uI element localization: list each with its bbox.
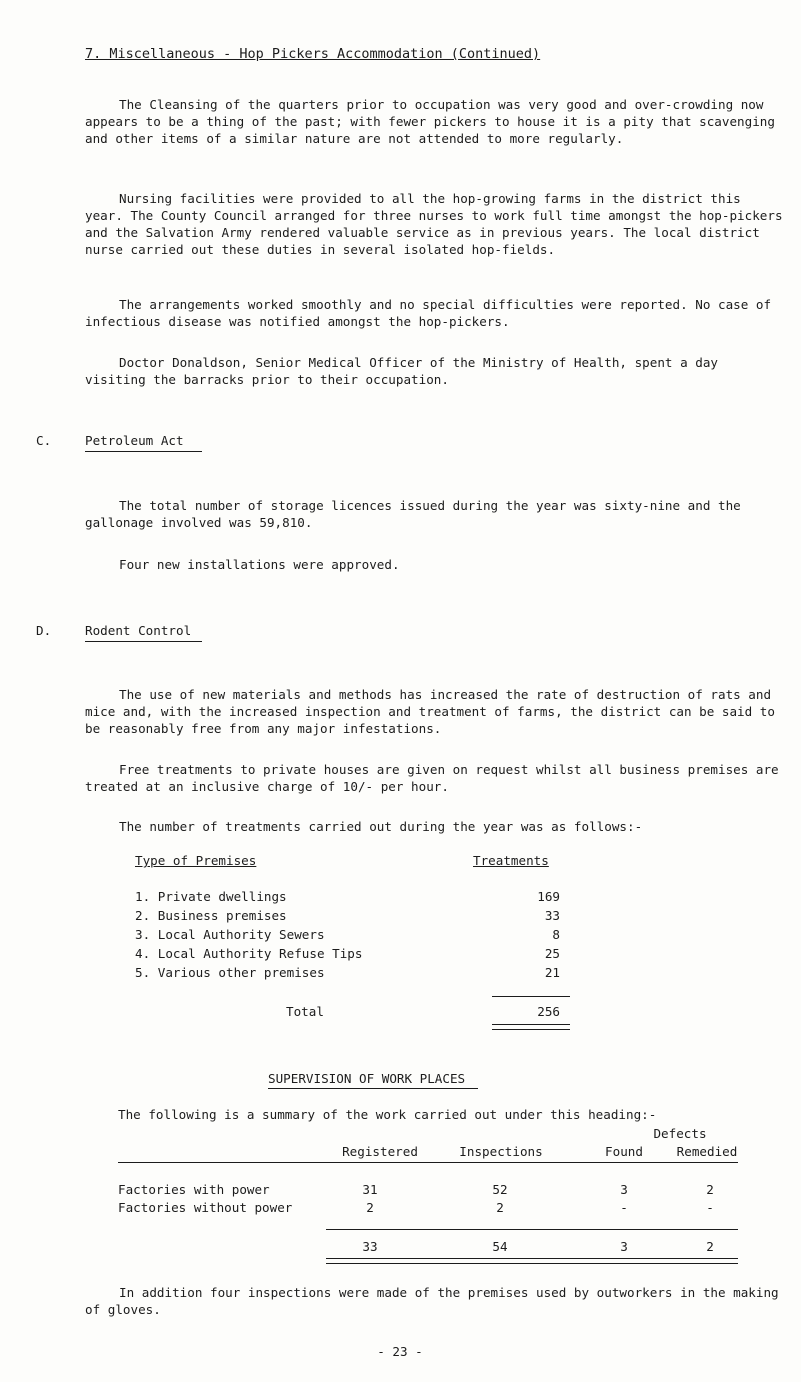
treatments-total-value: 256 (537, 1004, 560, 1019)
supervision-total-rule (326, 1229, 738, 1230)
rodent-heading: Rodent Control (85, 623, 192, 638)
treatments-row-label: 3. Local Authority Sewers (135, 927, 325, 942)
rodent-paragraph-1: The use of new materials and methods has increased the rate of destruction of rats and mice and, with the increased inspection and treatment of farms, the district can be said to be reasonably free from any major infestations. (85, 687, 775, 736)
rodent-paragraph-2: Free treatments to private houses are given on request whilst all business premises are treated at an inclusive charge of 10/- per hour. (85, 762, 779, 794)
treatments-col-type-header: Type of Premises (135, 853, 257, 868)
hop-pickers-paragraph-3: The arrangements worked smoothly and no special difficulties were reported. No case of infectious disease was notified amongst the hop-pickers. (85, 297, 772, 329)
col-found-header: Found (605, 1144, 643, 1159)
supervision-total-cell: 3 (620, 1239, 628, 1254)
supervision-cell: 2 (366, 1200, 374, 1215)
supervision-total-cell: 2 (706, 1239, 714, 1254)
supervision-cell: 2 (706, 1182, 714, 1197)
supervision-cell: 2 (496, 1200, 504, 1215)
treatments-row-label: 1. Private dwellings (135, 889, 287, 904)
supervision-cell: - (706, 1200, 714, 1215)
supervision-cell: 52 (492, 1182, 508, 1197)
treatments-total-label: Total (286, 1004, 324, 1019)
treatments-row-value: 25 (544, 946, 560, 961)
supervision-cell: 31 (362, 1182, 378, 1197)
supervision-heading-underline (268, 1088, 478, 1089)
supervision-total-cell: 33 (362, 1239, 378, 1254)
treatments-total-rule (492, 996, 570, 997)
hop-pickers-paragraph-1: The Cleansing of the quarters prior to occupation was very good and over-crowding now appears to be a thing of the past; with fewer pickers to house it is a pity that scavenging and other items of a similar nature are not attended to more regularly. (85, 97, 775, 146)
hop-pickers-paragraph-4: Doctor Donaldson, Senior Medical Officer of the Ministry of Health, spent a day visiting the barracks prior to their occupation. (85, 355, 718, 387)
section-letter-d: D. (36, 623, 52, 638)
col-remedied-header: Remedied (676, 1144, 738, 1159)
treatments-row-label: 4. Local Authority Refuse Tips (135, 946, 363, 961)
supervision-total-double-rule (326, 1258, 738, 1264)
petroleum-paragraph-2: Four new installations were approved. (119, 557, 400, 572)
rodent-paragraph-3: The number of treatments carried out during the year was as follows:- (119, 819, 643, 834)
page-number: - 23 - (377, 1344, 423, 1359)
supervision-cell: 3 (620, 1182, 628, 1197)
petroleum-paragraph-1: The total number of storage licences issued during the year was sixty-nine and the gallonage involved was 59,810. (85, 498, 741, 530)
supervision-total-cell: 54 (492, 1239, 508, 1254)
supervision-row-label: Factories without power (118, 1200, 293, 1215)
supervision-header-rule (118, 1162, 738, 1163)
supervision-cell: - (620, 1200, 628, 1215)
supervision-heading: SUPERVISION OF WORK PLACES (268, 1071, 466, 1086)
hop-pickers-paragraph-2: Nursing facilities were provided to all the hop-growing farms in the district this year. The County Council arranged for three nurses to work full time amongst the hop-pickers and the Salvation Army rendered valuable service as in previous years. The local district nurse carried out these duties in several isolated hop-fields. (85, 191, 783, 257)
defects-group-header: Defects (653, 1126, 707, 1141)
treatments-row-label: 2. Business premises (135, 908, 287, 923)
petroleum-heading: Petroleum Act (85, 433, 184, 448)
treatments-total-double-rule (492, 1024, 570, 1030)
treatments-row-value: 8 (552, 927, 560, 942)
treatments-row-value: 33 (544, 908, 560, 923)
treatments-row-label: 5. Various other premises (135, 965, 325, 980)
treatments-col-count-header: Treatments (473, 853, 549, 868)
petroleum-heading-underline (85, 451, 202, 452)
supervision-row-label: Factories with power (118, 1182, 270, 1197)
col-inspections-header: Inspections (459, 1144, 543, 1159)
treatments-row-value: 21 (544, 965, 560, 980)
rodent-heading-underline (85, 641, 202, 642)
page-header-title: 7. Miscellaneous - Hop Pickers Accommodation (Continued) (85, 46, 541, 62)
section-letter-c: C. (36, 433, 52, 448)
col-registered-header: Registered (342, 1144, 418, 1159)
supervision-note: In addition four inspections were made of the premises used by outworkers in the making of gloves. (85, 1285, 779, 1317)
treatments-row-value: 169 (537, 889, 560, 904)
supervision-intro: The following is a summary of the work carried out under this heading:- (118, 1107, 657, 1122)
